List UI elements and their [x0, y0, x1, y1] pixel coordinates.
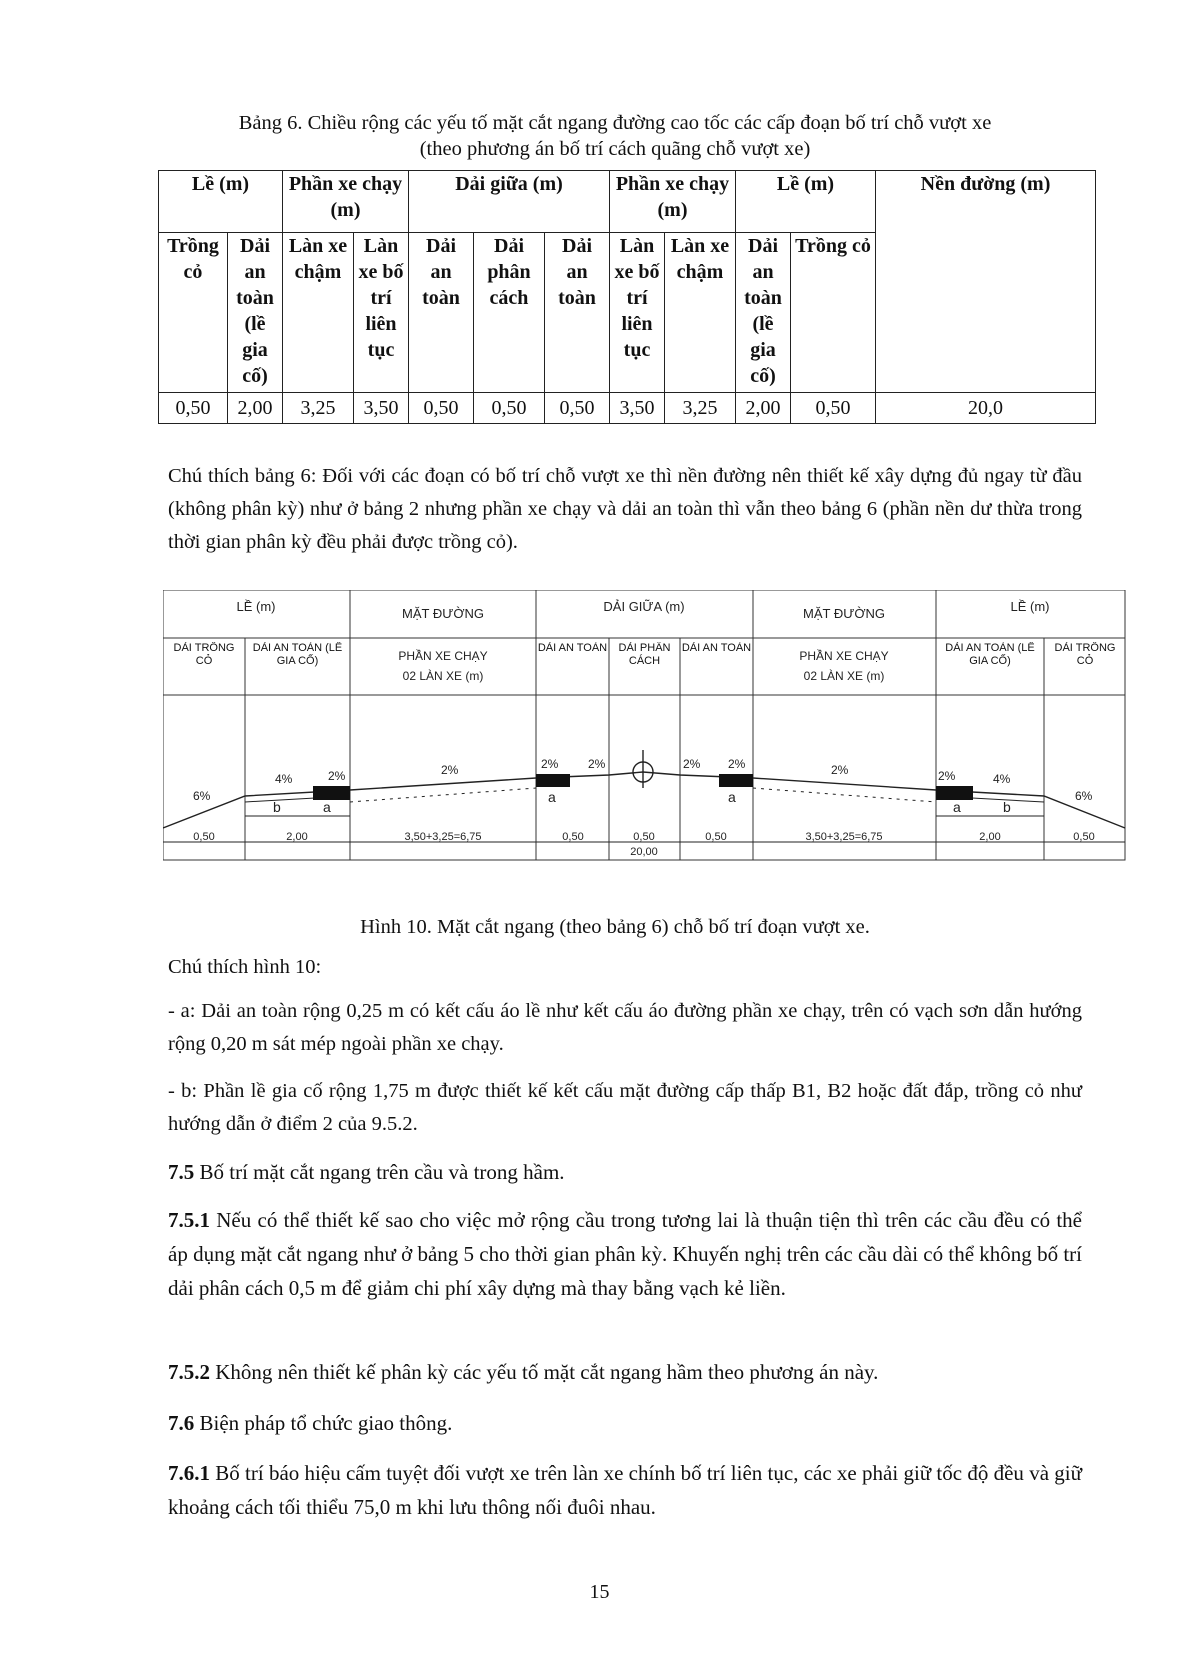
- table-6-note: Chú thích bảng 6: Đối với các đoạn có bố trí chỗ vượt xe thì nền đường nên thiết kế xây dựng đủ ngay từ đầu (không phân kỳ) như ở bảng 2 nhưng phần xe chạy và dải an toàn thì vẫn theo bảng 6 (phần nền dư thừa trong thời gian phân kỳ đều phải được trồng cỏ).: [168, 465, 1082, 553]
- sub-dai-an-toan-right: DẢI AN TOÀN (LỀ GIA CỐ): [945, 642, 1035, 667]
- value-cell: 3,25: [283, 393, 354, 424]
- figure-caption: Hình 10. Mặt cắt ngang (theo bảng 6) chỗ bố trí đoạn vượt xe.: [360, 916, 870, 938]
- dim-label: 0,50: [193, 831, 215, 843]
- sub-header: Dải an toàn: [409, 233, 474, 393]
- slope-label: 2%: [328, 769, 346, 783]
- value-cell: 0,50: [159, 393, 228, 424]
- sub-dai-trong-co-left: DẢI TRỒNG CỎ: [173, 642, 235, 667]
- section-number: 7.5.1: [168, 1208, 210, 1232]
- sub-header: Làn xe bố trí liên tục: [354, 233, 409, 393]
- slope-label: 4%: [993, 772, 1011, 786]
- value-cell: 0,50: [545, 393, 610, 424]
- table-subtitle: (theo phương án bố trí cách quãng chỗ vượt xe): [419, 138, 811, 160]
- header-le-right: Lề (m): [736, 171, 876, 233]
- sub-dai-an-toan-left: DẢI AN TOÀN (LỀ GIA CỐ): [252, 642, 343, 667]
- header-dai-giua: Dải giữa (m): [409, 171, 610, 233]
- value-cell: 2,00: [228, 393, 283, 424]
- note-b: - b: Phần lề gia cố rộng 1,75 m được thiết kế kết cấu mặt đường cấp thấp B1, B2 hoặc đất đắp, trồng cỏ như hướng dẫn ở điểm 2 của 9.5.2.: [168, 1080, 1082, 1135]
- dim-label: 0,50: [562, 831, 584, 843]
- sub-header: Dải an toàn (lề gia cố): [228, 233, 283, 393]
- sub-header: Dải phân cách: [474, 233, 545, 393]
- section-number: 7.6: [168, 1411, 195, 1435]
- slope-label: 6%: [1075, 789, 1093, 803]
- pavement-label-left: PHẦN XE CHẠY: [398, 649, 488, 663]
- section-7-5-2: [168, 1355, 1082, 1389]
- letter-b: b: [273, 799, 281, 815]
- letter-a: a: [548, 789, 556, 805]
- table-title: Bảng 6. Chiều rộng các yếu tố mặt cắt ngang đường cao tốc các cấp đoạn bố trí chỗ vượt xe: [238, 112, 992, 134]
- sub-mid-2: DẢI PHÂN CÁCH: [618, 642, 671, 667]
- pavement-lanes-right: 02 LÀN XE (m): [803, 669, 885, 683]
- value-cell: 2,00: [736, 393, 791, 424]
- section-text: Không nên thiết kế phân kỳ các yếu tố mặt cắt ngang hầm theo phương án này.: [210, 1360, 879, 1384]
- letter-a: a: [953, 799, 961, 815]
- pavement-label-right: PHẦN XE CHẠY: [799, 649, 889, 663]
- dim-label: 2,00: [979, 831, 1001, 843]
- slope-label: 2%: [831, 763, 849, 777]
- letter-a: a: [323, 799, 331, 815]
- dim-label: 0,50: [633, 831, 655, 843]
- page-number: 15: [589, 1581, 610, 1603]
- header-mat-duong-left: MẶT ĐƯỜNG: [402, 606, 484, 621]
- table-6: [158, 170, 1096, 424]
- section-text: Biện pháp tổ chức giao thông.: [194, 1411, 453, 1435]
- pavement-lanes-left: 02 LÀN XE (m): [402, 669, 484, 683]
- value-cell: 3,50: [354, 393, 409, 424]
- slope-label: 2%: [683, 757, 701, 771]
- header-le-left: Lề (m): [159, 171, 283, 233]
- dim-label: 0,50: [705, 831, 727, 843]
- value-cell: 3,50: [610, 393, 665, 424]
- header-le-left: LỀ (m): [236, 599, 276, 614]
- sub-header: Làn xe chậm: [665, 233, 736, 393]
- sub-mid-1: DẢI AN TOÀN: [537, 642, 608, 654]
- section-7-5-1: [168, 1203, 1082, 1305]
- figure-10-cross-section: [163, 590, 1126, 875]
- header-phan-xe-chay-left: Phần xe chạy (m): [283, 171, 409, 233]
- slope-label: 2%: [938, 769, 956, 783]
- sub-mid-3: DẢI AN TOÀN: [681, 642, 752, 654]
- figure-notes-title: Chú thích hình 10:: [168, 956, 322, 978]
- note-a: - a: Dải an toàn rộng 0,25 m có kết cấu áo lề như kết cấu áo đường phần xe chạy, trên có vạch sơn dẫn hướng rộng 0,20 m sát mép ngoài phần xe chạy.: [168, 1000, 1082, 1055]
- sub-header: Dải an toàn: [545, 233, 610, 393]
- section-7-5: [168, 1155, 1082, 1189]
- slope-label: 2%: [728, 757, 746, 771]
- section-text: Bố trí báo hiệu cấm tuyệt đối vượt xe trên làn xe chính bố trí liên tục, các xe phải giữ tốc độ đều và giữ khoảng cách tối thiểu 75,0 m khi lưu thông nối đuôi nhau.: [168, 1461, 1082, 1519]
- section-number: 7.5: [168, 1160, 195, 1184]
- section-7-6-1: [168, 1456, 1082, 1524]
- dim-label: 2,00: [286, 831, 308, 843]
- header-nen-duong: Nền đường (m): [876, 171, 1096, 393]
- sub-header: Làn xe bố trí liên tục: [610, 233, 665, 393]
- letter-b: b: [1003, 799, 1011, 815]
- sub-header: Dải an toàn (lề gia cố): [736, 233, 791, 393]
- slope-label: 2%: [541, 757, 559, 771]
- slope-label: 2%: [441, 763, 459, 777]
- dim-total: 20,00: [630, 846, 658, 858]
- sub-header: Trồng cỏ: [159, 233, 228, 393]
- section-text: Nếu có thể thiết kế sao cho việc mở rộng cầu trong tương lai là thuận tiện thì trên các cầu đều có thể áp dụng mặt cắt ngang như ở bảng 5 cho thời gian phân kỳ. Khuyến nghị trên các cầu dài có thể không bố trí dải phân cách 0,5 m để giảm chi phí xây dựng mà thay bằng vạch kẻ liền.: [168, 1208, 1082, 1300]
- slope-label: 4%: [275, 772, 293, 786]
- header-le-right: LỀ (m): [1010, 599, 1050, 614]
- dim-label: 3,50+3,25=6,75: [404, 831, 482, 843]
- section-7-6: [168, 1406, 1082, 1440]
- dim-label: 0,50: [1073, 831, 1095, 843]
- value-cell: 20,0: [876, 393, 1096, 424]
- section-number: 7.6.1: [168, 1461, 210, 1485]
- letter-a: a: [728, 789, 736, 805]
- value-cell: 0,50: [791, 393, 876, 424]
- sub-dai-trong-co-right: DẢI TRỒNG CỎ: [1054, 642, 1116, 667]
- value-cell: 0,50: [474, 393, 545, 424]
- header-dai-giua: DẢI GIỮA (m): [603, 599, 685, 614]
- value-cell: 0,50: [409, 393, 474, 424]
- slope-label: 2%: [588, 757, 606, 771]
- dim-label: 3,50+3,25=6,75: [805, 831, 883, 843]
- header-phan-xe-chay-right: Phần xe chạy (m): [610, 171, 736, 233]
- value-cell: 3,25: [665, 393, 736, 424]
- header-mat-duong-right: MẶT ĐƯỜNG: [803, 606, 885, 621]
- sub-header: Làn xe chậm: [283, 233, 354, 393]
- section-number: 7.5.2: [168, 1360, 210, 1384]
- slope-label: 6%: [193, 789, 211, 803]
- section-text: Bố trí mặt cắt ngang trên cầu và trong hầm.: [194, 1160, 565, 1184]
- sub-header: Trồng cỏ: [791, 233, 876, 393]
